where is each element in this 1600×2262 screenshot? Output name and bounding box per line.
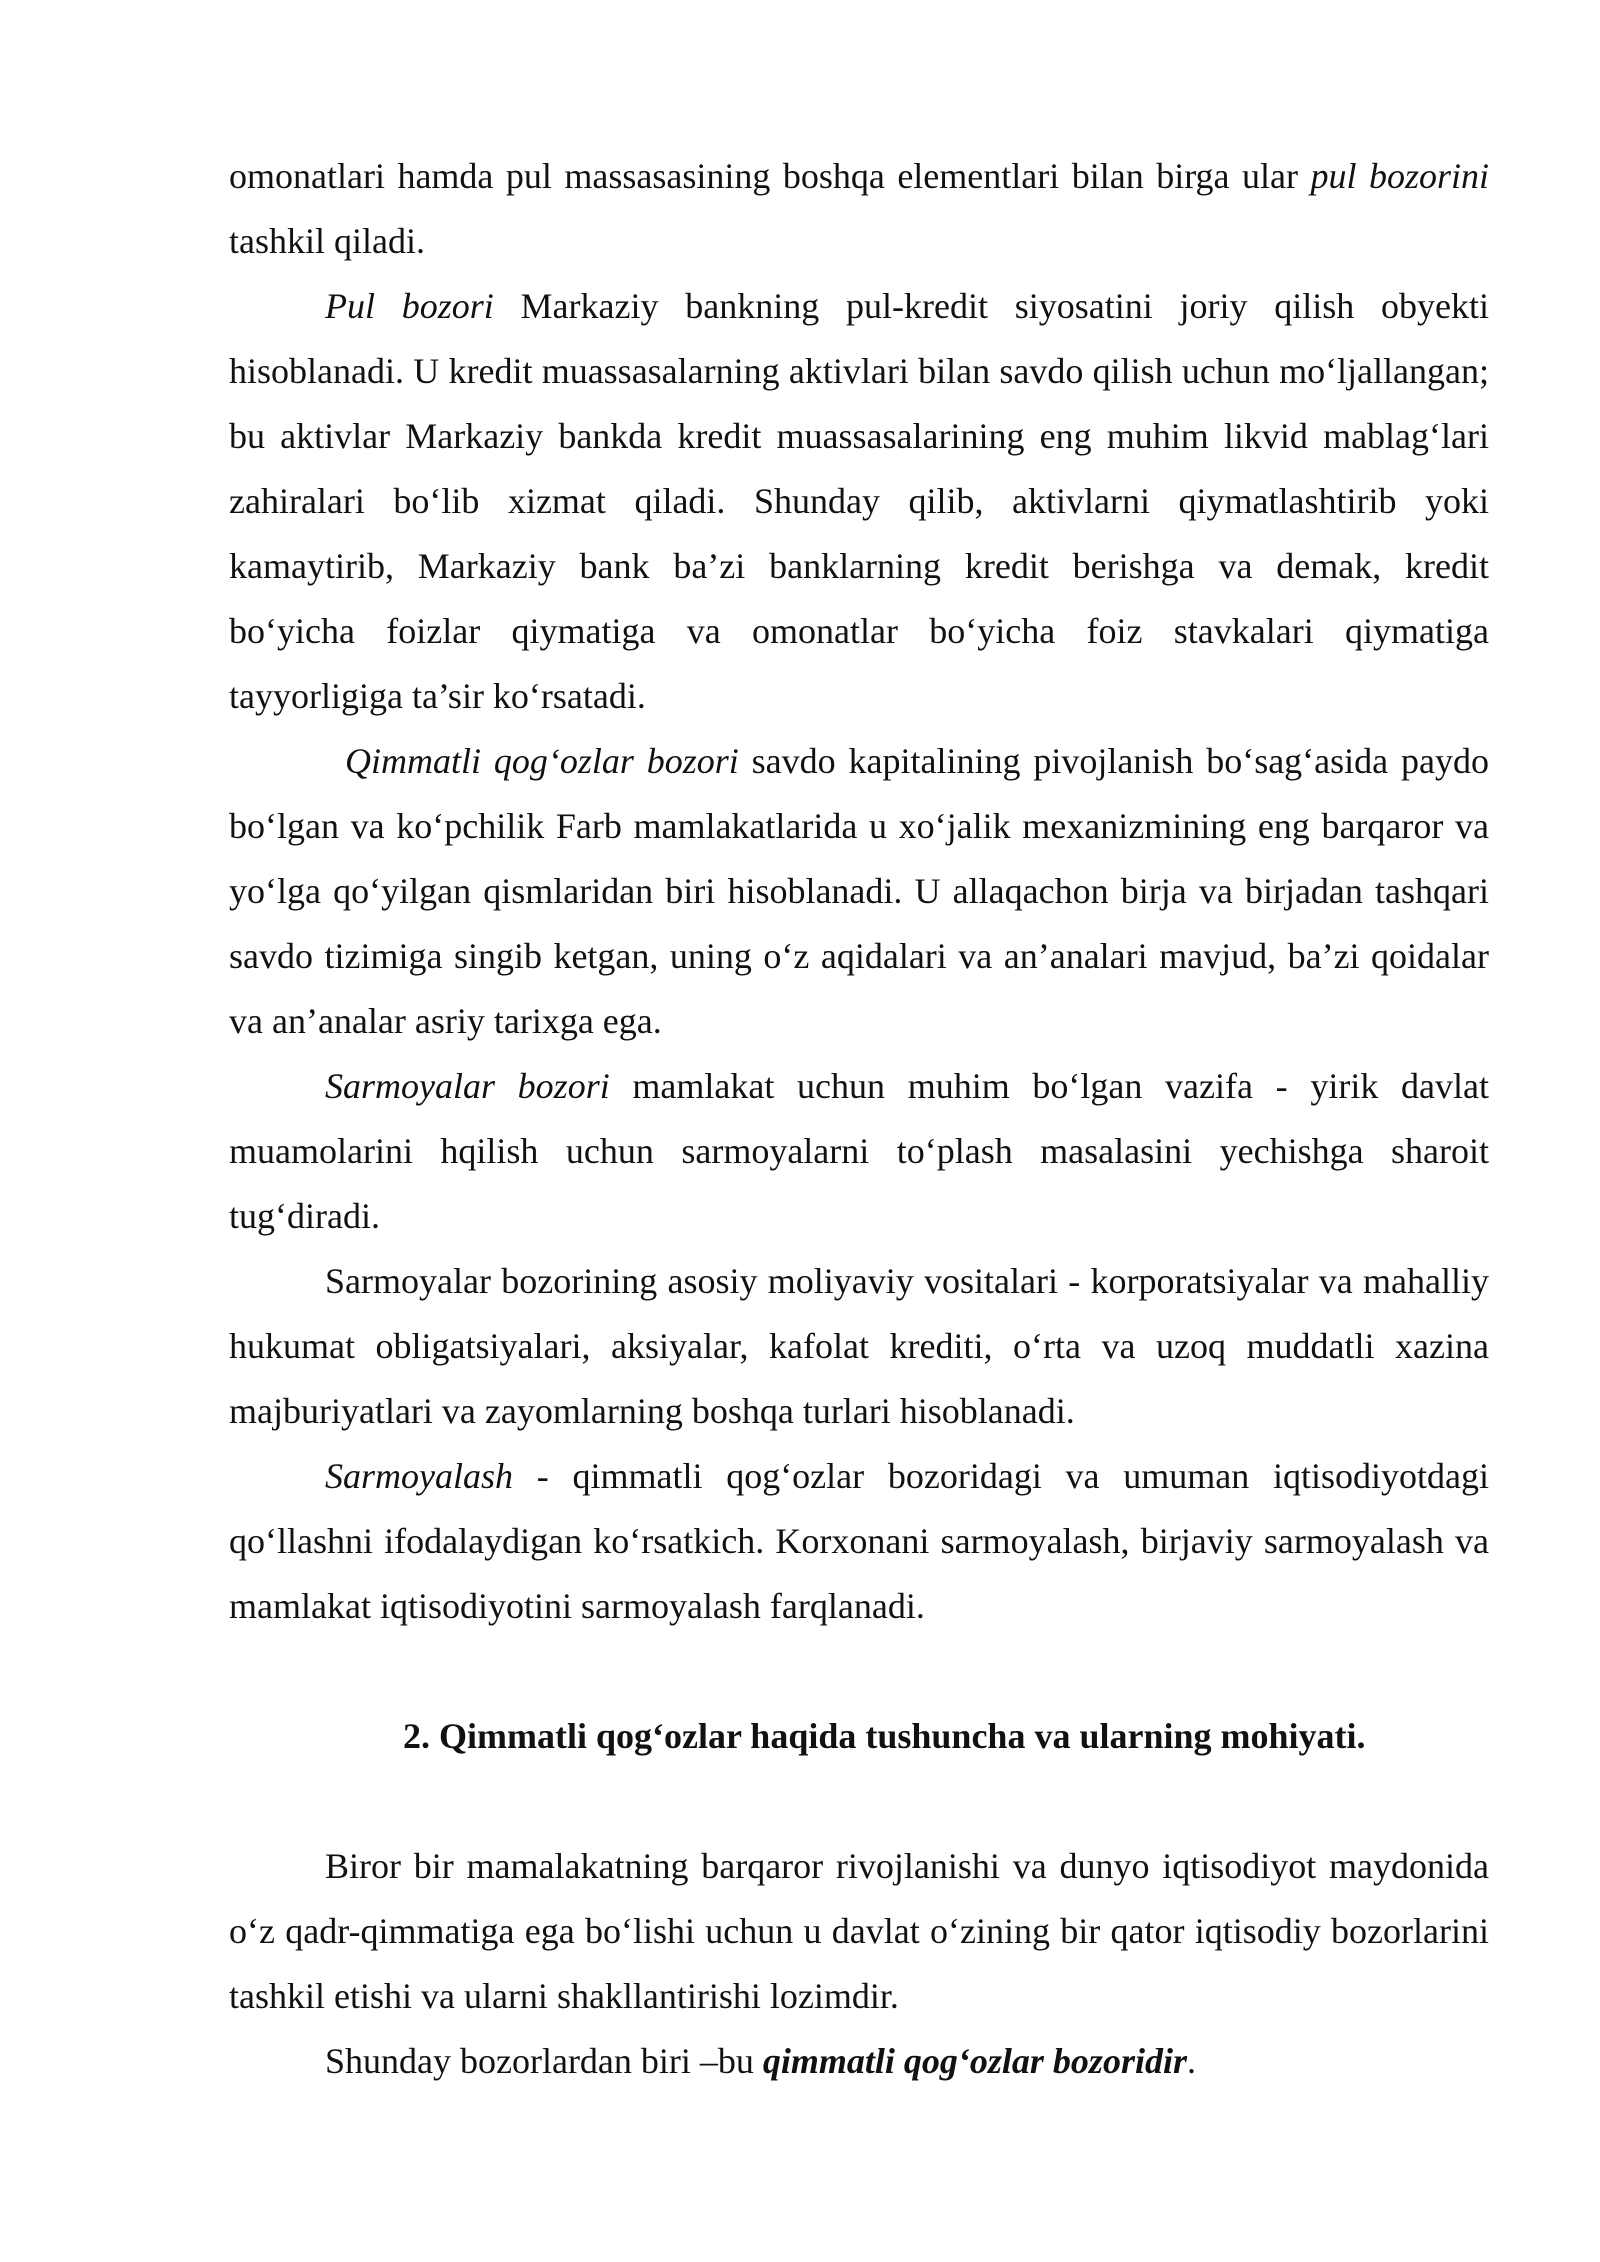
section-heading: 2. Qimmatli qog‘ozlar haqida tushuncha va ularning mohiyati. [403, 1716, 1366, 1756]
paragraph-5 [229, 1249, 1489, 1444]
paragraph-8 [229, 2029, 1489, 2094]
paragraph-3-term: Qimmatli qog‘ozlar bozori [345, 741, 739, 781]
paragraph-2 [229, 274, 1489, 729]
paragraph-3-text: savdo kapitalining pivojlanish bo‘sag‘asida paydo bo‘lgan va ko‘pchilik Farb mamlakatlarida u xo‘jalik mexanizmining eng barqaror va yo‘lga qo‘yilgan qismlaridan biri hisoblanadi. U allaqachon birja va birjadan tashqari savdo tizimiga singib ketgan, uning o‘z aqidalari va an’analari mavjud, ba’zi qoidalar va an’analar asriy tarixga ega. [229, 741, 1489, 1041]
paragraph-1 [229, 144, 1489, 274]
paragraph-1-text: omonatlari hamda pul massasasining boshqa elementlari bilan birga ular [229, 156, 1311, 196]
paragraph-5-text: Sarmoyalar bozorining asosiy moliyaviy vositalari - korporatsiyalar va mahalliy hukumat obligatsiyalari, aksiyalar, kafolat krediti, o‘rta va uzoq muddatli xazina majburiyatlari va zayomlarning boshqa turlari hisoblanadi. [229, 1261, 1489, 1431]
paragraph-1-term: pul bozorini [1310, 156, 1489, 196]
paragraph-7-text: Biror bir mamalakatning barqaror rivojlanishi va dunyo iqtisodiyot maydonida o‘z qadr-qimmatiga ega bo‘lishi uchun u davlat o‘zining bir qator iqtisodiy bozorlarini tashkil etishi va ularni shakllantirishi lozimdir. [229, 1846, 1489, 2016]
paragraph-4 [229, 1054, 1489, 1249]
paragraph-2-text: Markaziy bankning pul-kredit siyosatini joriy qilish obyekti hisoblanadi. U kredit muassasalarning aktivlari bilan savdo qilish uchun mo‘ljallangan; bu aktivlar Markaziy bankda kredit muassasalarining eng muhim likvid mablag‘lari zahiralari bo‘lib xizmat qiladi. Shunday qilib, aktivlarni qiymatlashtirib yoki kamaytirib, Markaziy bank ba’zi banklarning kredit berishga va demak, kredit bo‘yicha foizlar qiymatiga va omonatlar bo‘yicha foiz stavkalari qiymatiga tayyorligiga ta’sir ko‘rsatadi. [229, 286, 1489, 716]
paragraph-2-term: Pul bozori [325, 286, 494, 326]
document-page [229, 144, 1489, 2094]
paragraph-6-term: Sarmoyalash [325, 1456, 513, 1496]
paragraph-8-text: Shunday bozorlardan biri –bu [325, 2041, 763, 2081]
paragraph-1-text-end: tashkil qiladi. [229, 221, 425, 261]
paragraph-6-text: - qimmatli qog‘ozlar bozoridagi va umuman iqtisodiyotdagi qo‘llashni ifodalaydigan ko‘rsatkich. Korxonani sarmoyalash, birjaviy sarmoyalash va mamlakat iqtisodiyotini sarmoyalash farqlanadi. [229, 1456, 1489, 1626]
paragraph-4-term: Sarmoyalar bozori [325, 1066, 610, 1106]
paragraph-4-text: mamlakat uchun muhim bo‘lgan vazifa - yirik davlat muamolarini hqilish uchun sarmoyalarni to‘plash masalasini yechishga sharoit tug‘diradi. [229, 1066, 1489, 1236]
paragraph-8-term: qimmatli qog‘ozlar bozoridir [762, 2041, 1187, 2081]
paragraph-7 [229, 1834, 1489, 2029]
paragraph-6 [229, 1444, 1489, 1639]
paragraph-3 [229, 729, 1489, 1054]
paragraph-8-text-end: . [1186, 2041, 1196, 2081]
